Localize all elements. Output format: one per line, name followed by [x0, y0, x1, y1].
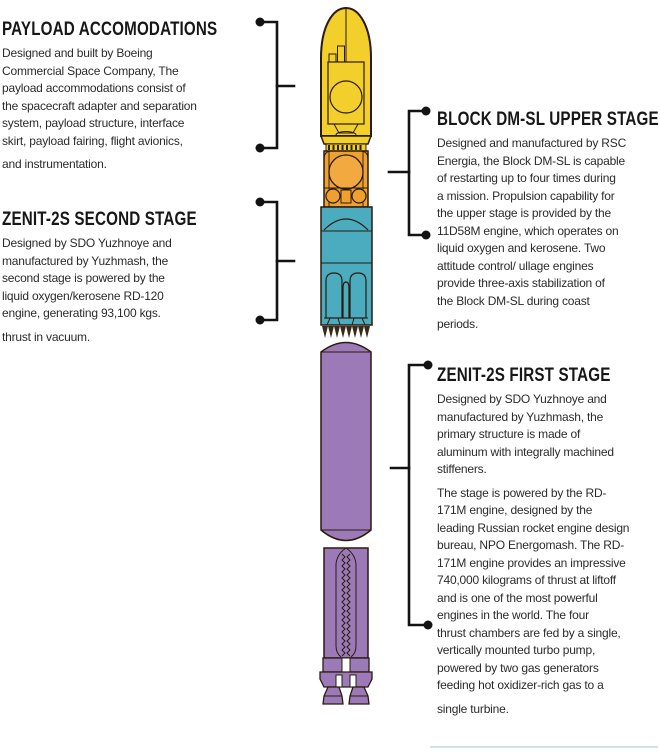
payload-fairing-shape: [321, 8, 371, 151]
callout-paragraph: [437, 135, 660, 310]
text-line: liquid oxygen/kerosene RD-120: [2, 288, 164, 303]
text-line: vertically mounted turbo pump,: [437, 643, 596, 657]
text-line: engine, generating 93,100 kgs.: [2, 306, 161, 320]
text-line: skirt, payload fairing, flight avionics,: [2, 133, 183, 148]
text-line: attitude control/ ullage engines: [437, 258, 594, 273]
engine-section-shape: [320, 658, 372, 704]
callout-paragraph: [437, 485, 654, 695]
text-line: Designed and built by Boeing: [2, 46, 153, 60]
text-line: The stage is powered by the RD-: [437, 485, 607, 500]
callout-paragraph: [437, 701, 654, 719]
text-line: and is one of the most powerful: [437, 590, 598, 605]
text-line: feeding hot oxidizer-rich gas to a: [437, 678, 604, 692]
text-line: 740,000 kilograms of thrust at liftoff: [437, 573, 616, 587]
callout-block-dm-sl: [437, 110, 660, 334]
bottom-rule: [430, 746, 658, 748]
text-line: manufactured by Yuzhmash, the: [437, 409, 604, 424]
text-line: Energia, the Block DM-SL is capable: [437, 153, 625, 168]
callout-title: BLOCK DM-SL UPPER STAGE: [437, 109, 659, 130]
text-line: manufactured by Yuzhmash, the: [2, 253, 169, 268]
second-stage-shape: [321, 207, 372, 325]
text-line: 11D58M engine, which operates on: [437, 223, 619, 238]
text-line: periods.: [437, 317, 479, 331]
callout-paragraph: [2, 45, 271, 150]
text-line: the Block DM-SL during coast: [437, 293, 590, 308]
text-line: stiffeners.: [437, 462, 487, 476]
callout-first-stage: [437, 366, 654, 718]
text-line: system, payload structure, interface: [2, 116, 185, 130]
text-line: the spacecraft adapter and separation: [2, 98, 197, 113]
first-stage-aft-section: [324, 548, 368, 658]
text-line: leading Russian rocket engine design: [437, 520, 630, 535]
text-line: of restarting up to four times during: [437, 171, 616, 185]
callout-paragraph: [437, 391, 654, 479]
bracket-second-stage: [256, 198, 295, 325]
text-line: thrust in vacuum.: [2, 329, 90, 344]
text-line: powered by two gas generators: [437, 660, 599, 675]
callout-payload-accommodations: [2, 20, 271, 174]
text-line: Designed by SDO Yuzhnoye and: [437, 392, 607, 406]
callout-paragraph: [2, 329, 246, 347]
callout-paragraph: [437, 316, 660, 334]
upper-stage-shape: [324, 151, 368, 207]
callout-paragraph: [2, 235, 246, 323]
first-stage-shape: [321, 343, 371, 659]
text-line: single turbine.: [437, 701, 509, 716]
text-line: 171M engine provides an impressive: [437, 555, 626, 570]
text-line: liquid oxygen and kerosene. Two: [437, 241, 606, 255]
text-line: the upper stage is provided by the: [437, 206, 611, 220]
text-line: engines in the world. The four: [437, 608, 589, 622]
callout-paragraph: [2, 156, 271, 174]
bracket-block-dm-sl: [389, 107, 431, 240]
text-line: second stage is powered by the: [2, 271, 165, 285]
text-line: payload accommodations consist of: [2, 81, 186, 95]
text-line: aluminum with integrally machined: [437, 444, 614, 459]
text-line: Commercial Space Company, The: [2, 63, 179, 78]
text-line: Designed and manufactured by RSC: [437, 136, 627, 150]
callout-title: PAYLOAD ACCOMODATIONS: [2, 19, 218, 40]
text-line: and instrumentation.: [2, 157, 107, 171]
upper-stage-tank-shape: [329, 155, 363, 189]
interstage-truss-shape: [322, 326, 370, 338]
callout-title: ZENIT-2S FIRST STAGE: [437, 365, 611, 386]
bracket-first-stage: [391, 361, 433, 630]
text-line: primary structure is made of: [437, 427, 581, 441]
text-line: a mission. Propulsion capability for: [437, 188, 615, 203]
text-line: bureau, NPO Energomash. The RD-: [437, 538, 625, 552]
text-line: 171M engine, designed by the: [437, 503, 593, 517]
text-line: provide three-axis stabilization of: [437, 276, 605, 290]
callout-title: ZENIT-2S SECOND STAGE: [2, 209, 197, 230]
text-line: Designed by SDO Yuzhnoye and: [2, 236, 172, 250]
callout-second-stage: [2, 210, 246, 346]
text-line: thrust chambers are fed by a single,: [437, 625, 621, 640]
